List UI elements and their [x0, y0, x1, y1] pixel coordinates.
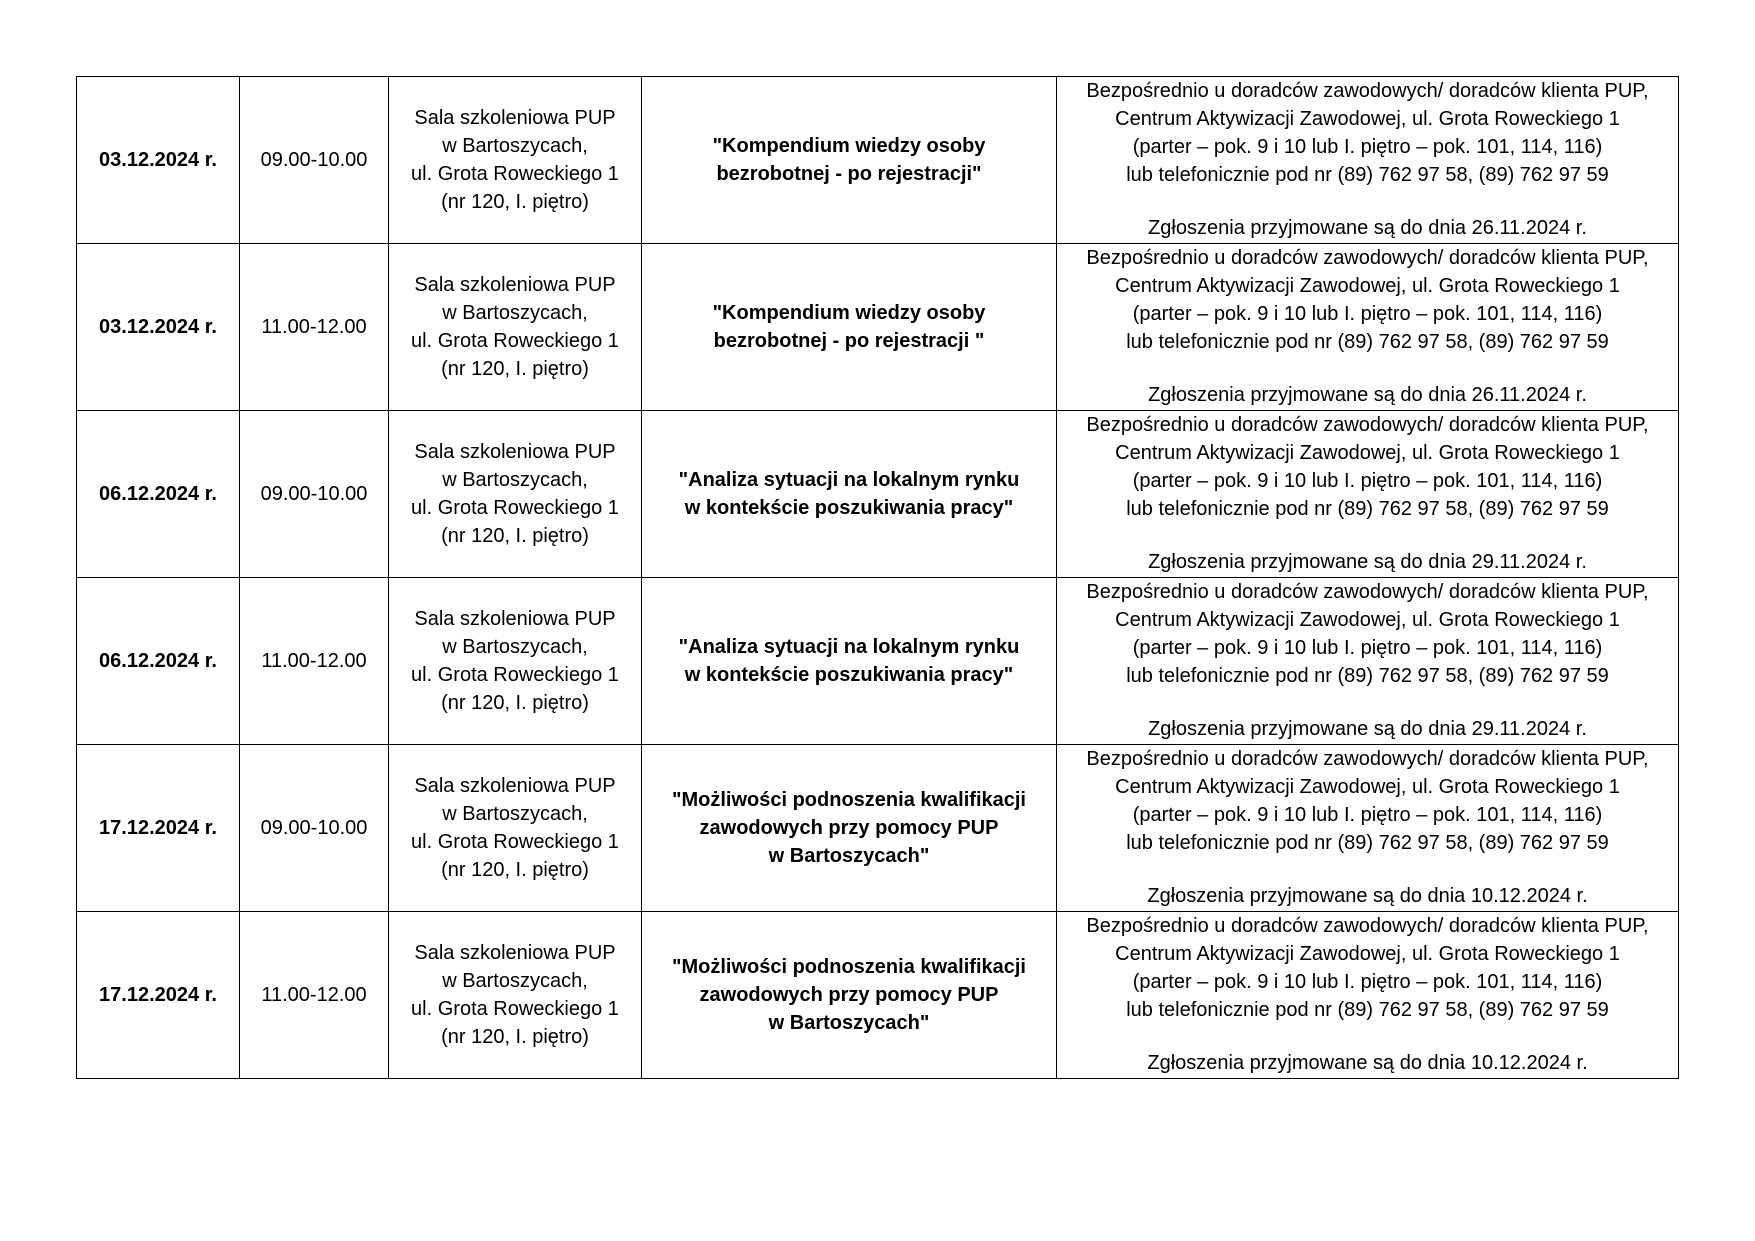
registration-deadline: Zgłoszenia przyjmowane są do dnia 26.11.2024 r.	[1148, 217, 1587, 239]
place-line: ul. Grota Roweckiego 1	[411, 330, 619, 352]
time-cell: 11.00-12.00	[240, 912, 389, 1079]
table-row	[77, 745, 1679, 912]
topic-line: "Kompendium wiedzy osoby	[712, 302, 986, 324]
registration-line: Bezpośrednio u doradców zawodowych/ doradców klienta PUP,	[1086, 247, 1649, 269]
registration-deadline: Zgłoszenia przyjmowane są do dnia 29.11.2024 r.	[1148, 718, 1587, 740]
place-line: Sala szkoleniowa PUP	[414, 608, 616, 630]
registration-info	[1086, 912, 1648, 1024]
date-cell: 17.12.2024 r.	[77, 745, 240, 912]
registration-line: Centrum Aktywizacji Zawodowej, ul. Grota Roweckiego 1	[1115, 442, 1620, 464]
topic-line: w Bartoszycach"	[768, 1012, 930, 1034]
time-cell: 11.00-12.00	[240, 244, 389, 411]
registration-line: Bezpośrednio u doradców zawodowych/ doradców klienta PUP,	[1086, 414, 1649, 436]
registration-cell	[1057, 77, 1679, 244]
topic-line: "Analiza sytuacji na lokalnym rynku	[678, 469, 1020, 491]
place-line: (nr 120, I. piętro)	[441, 525, 589, 547]
registration-line: lub telefonicznie pod nr (89) 762 97 58, (89) 762 97 59	[1126, 999, 1609, 1021]
place-line: w Bartoszycach,	[442, 135, 588, 157]
registration-line: Bezpośrednio u doradców zawodowych/ doradców klienta PUP,	[1086, 748, 1649, 770]
registration-deadline: Zgłoszenia przyjmowane są do dnia 26.11.2024 r.	[1148, 384, 1587, 406]
time-cell: 09.00-10.00	[240, 411, 389, 578]
place-line: Sala szkoleniowa PUP	[414, 107, 616, 129]
registration-line: Centrum Aktywizacji Zawodowej, ul. Grota Roweckiego 1	[1115, 943, 1620, 965]
registration-line: Centrum Aktywizacji Zawodowej, ul. Grota Roweckiego 1	[1115, 776, 1620, 798]
registration-info	[1086, 77, 1648, 189]
topic-line: w Bartoszycach"	[768, 845, 930, 867]
place-line: w Bartoszycach,	[442, 302, 588, 324]
time-cell: 09.00-10.00	[240, 745, 389, 912]
topic-line: w kontekście poszukiwania pracy"	[684, 664, 1014, 686]
registration-wrap	[1057, 244, 1678, 409]
place-line: (nr 120, I. piętro)	[441, 859, 589, 881]
place-line: ul. Grota Roweckiego 1	[411, 831, 619, 853]
topic-line: "Możliwości podnoszenia kwalifikacji	[671, 956, 1026, 978]
registration-info	[1086, 578, 1648, 690]
table-row	[77, 578, 1679, 745]
topic-line: "Analiza sytuacji na lokalnym rynku	[678, 636, 1020, 658]
schedule-table	[76, 76, 1679, 1079]
registration-deadline: Zgłoszenia przyjmowane są do dnia 29.11.2024 r.	[1148, 551, 1587, 573]
place-cell	[389, 411, 642, 578]
topic-line: w kontekście poszukiwania pracy"	[684, 497, 1014, 519]
place-line: Sala szkoleniowa PUP	[414, 942, 616, 964]
schedule-body	[77, 77, 1679, 1079]
registration-cell	[1057, 411, 1679, 578]
date-cell: 03.12.2024 r.	[77, 77, 240, 244]
registration-line: lub telefonicznie pod nr (89) 762 97 58, (89) 762 97 59	[1126, 665, 1609, 687]
date-cell: 03.12.2024 r.	[77, 244, 240, 411]
place-cell	[389, 244, 642, 411]
topic-cell	[642, 77, 1057, 244]
place-cell	[389, 578, 642, 745]
place-line: w Bartoszycach,	[442, 636, 588, 658]
registration-cell	[1057, 244, 1679, 411]
topic-line: bezrobotnej - po rejestracji "	[713, 330, 985, 352]
place-line: (nr 120, I. piętro)	[441, 1026, 589, 1048]
place-line: ul. Grota Roweckiego 1	[411, 998, 619, 1020]
topic-cell	[642, 745, 1057, 912]
place-line: ul. Grota Roweckiego 1	[411, 664, 619, 686]
place-line: w Bartoszycach,	[442, 803, 588, 825]
topic-line: "Możliwości podnoszenia kwalifikacji	[671, 789, 1026, 811]
registration-info	[1086, 244, 1648, 356]
registration-wrap	[1057, 578, 1678, 743]
registration-wrap	[1057, 912, 1678, 1077]
topic-line: zawodowych przy pomocy PUP	[699, 984, 999, 1006]
topic-line: "Kompendium wiedzy osoby	[712, 135, 986, 157]
registration-line: (parter – pok. 9 i 10 lub I. piętro – pok. 101, 114, 116)	[1132, 804, 1603, 826]
topic-line: zawodowych przy pomocy PUP	[699, 817, 999, 839]
registration-line: Centrum Aktywizacji Zawodowej, ul. Grota Roweckiego 1	[1115, 108, 1620, 130]
registration-line: Centrum Aktywizacji Zawodowej, ul. Grota Roweckiego 1	[1115, 275, 1620, 297]
registration-line: Centrum Aktywizacji Zawodowej, ul. Grota Roweckiego 1	[1115, 609, 1620, 631]
place-line: (nr 120, I. piętro)	[441, 191, 589, 213]
topic-line: bezrobotnej - po rejestracji"	[716, 163, 982, 185]
topic-cell	[642, 411, 1057, 578]
registration-line: (parter – pok. 9 i 10 lub I. piętro – pok. 101, 114, 116)	[1132, 637, 1603, 659]
registration-info	[1086, 411, 1648, 523]
time-cell: 11.00-12.00	[240, 578, 389, 745]
registration-info	[1086, 745, 1648, 857]
registration-deadline: Zgłoszenia przyjmowane są do dnia 10.12.2024 r.	[1147, 1052, 1588, 1074]
table-row	[77, 77, 1679, 244]
topic-cell	[642, 912, 1057, 1079]
place-line: w Bartoszycach,	[442, 970, 588, 992]
place-line: w Bartoszycach,	[442, 469, 588, 491]
topic-cell	[642, 244, 1057, 411]
date-cell: 06.12.2024 r.	[77, 411, 240, 578]
place-line: (nr 120, I. piętro)	[441, 358, 589, 380]
place-line: ul. Grota Roweckiego 1	[411, 163, 619, 185]
time-cell: 09.00-10.00	[240, 77, 389, 244]
registration-deadline: Zgłoszenia przyjmowane są do dnia 10.12.2024 r.	[1147, 885, 1588, 907]
registration-cell	[1057, 912, 1679, 1079]
registration-wrap	[1057, 77, 1678, 242]
place-line: Sala szkoleniowa PUP	[414, 274, 616, 296]
date-cell: 17.12.2024 r.	[77, 912, 240, 1079]
registration-line: (parter – pok. 9 i 10 lub I. piętro – pok. 101, 114, 116)	[1132, 136, 1603, 158]
registration-line: lub telefonicznie pod nr (89) 762 97 58, (89) 762 97 59	[1126, 498, 1609, 520]
date-cell: 06.12.2024 r.	[77, 578, 240, 745]
registration-line: lub telefonicznie pod nr (89) 762 97 58, (89) 762 97 59	[1126, 164, 1609, 186]
registration-wrap	[1057, 411, 1678, 576]
registration-line: (parter – pok. 9 i 10 lub I. piętro – pok. 101, 114, 116)	[1132, 303, 1603, 325]
place-cell	[389, 912, 642, 1079]
registration-line: (parter – pok. 9 i 10 lub I. piętro – pok. 101, 114, 116)	[1132, 470, 1603, 492]
registration-line: Bezpośrednio u doradców zawodowych/ doradców klienta PUP,	[1086, 80, 1649, 102]
registration-line: Bezpośrednio u doradców zawodowych/ doradców klienta PUP,	[1086, 581, 1649, 603]
table-row	[77, 411, 1679, 578]
topic-cell	[642, 578, 1057, 745]
registration-line: lub telefonicznie pod nr (89) 762 97 58, (89) 762 97 59	[1126, 832, 1609, 854]
registration-cell	[1057, 578, 1679, 745]
place-line: Sala szkoleniowa PUP	[414, 441, 616, 463]
table-row	[77, 244, 1679, 411]
place-cell	[389, 745, 642, 912]
place-cell	[389, 77, 642, 244]
registration-line: lub telefonicznie pod nr (89) 762 97 58, (89) 762 97 59	[1126, 331, 1609, 353]
registration-cell	[1057, 745, 1679, 912]
registration-line: (parter – pok. 9 i 10 lub I. piętro – pok. 101, 114, 116)	[1132, 971, 1603, 993]
place-line: ul. Grota Roweckiego 1	[411, 497, 619, 519]
place-line: (nr 120, I. piętro)	[441, 692, 589, 714]
registration-wrap	[1057, 745, 1678, 910]
registration-line: Bezpośrednio u doradców zawodowych/ doradców klienta PUP,	[1086, 915, 1649, 937]
place-line: Sala szkoleniowa PUP	[414, 775, 616, 797]
table-row	[77, 912, 1679, 1079]
